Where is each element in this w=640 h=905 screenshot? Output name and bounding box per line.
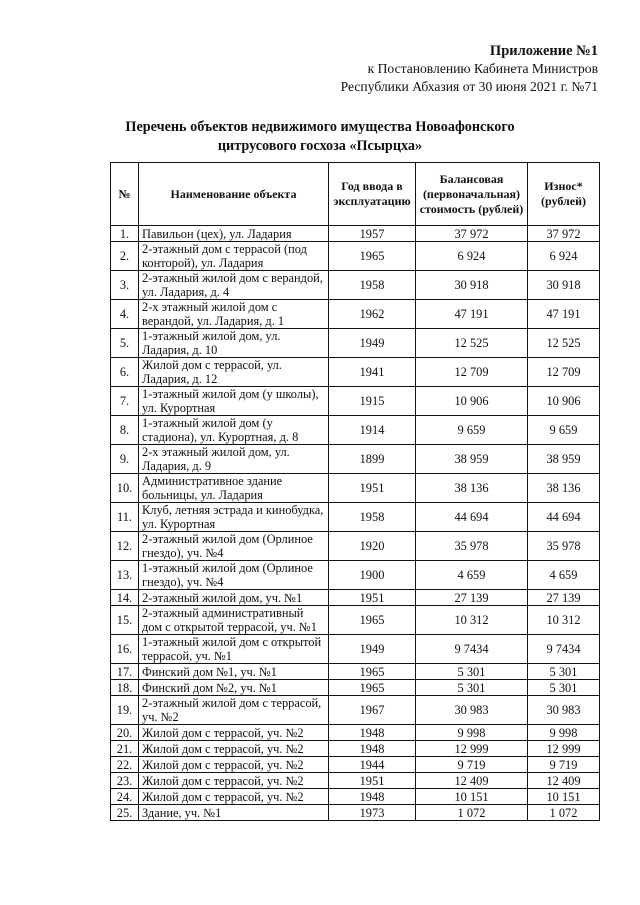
cell-wear: 9 998 xyxy=(528,725,600,741)
cell-cost: 37 972 xyxy=(416,226,528,242)
cell-year: 1900 xyxy=(329,561,416,590)
cell-wear: 12 709 xyxy=(528,358,600,387)
table-row xyxy=(111,242,600,271)
table-row xyxy=(111,561,600,590)
cell-number: 5. xyxy=(111,329,139,358)
cell-name: Жилой дом с террасой, уч. №2 xyxy=(139,741,329,757)
table-row xyxy=(111,474,600,503)
cell-wear: 10 906 xyxy=(528,387,600,416)
table-row xyxy=(111,696,600,725)
cell-number: 10. xyxy=(111,474,139,503)
cell-wear: 12 409 xyxy=(528,773,600,789)
cell-name: 2-этажный жилой дом, уч. №1 xyxy=(139,590,329,606)
cell-wear: 12 999 xyxy=(528,741,600,757)
cell-year: 1914 xyxy=(329,416,416,445)
table-body xyxy=(111,226,600,821)
cell-year: 1899 xyxy=(329,445,416,474)
cell-cost: 38 136 xyxy=(416,474,528,503)
cell-cost: 10 312 xyxy=(416,606,528,635)
cell-number: 14. xyxy=(111,590,139,606)
cell-cost: 1 072 xyxy=(416,805,528,821)
cell-year: 1962 xyxy=(329,300,416,329)
cell-year: 1967 xyxy=(329,696,416,725)
table-row xyxy=(111,606,600,635)
table-row xyxy=(111,590,600,606)
cell-name: 2-этажный административный дом с открытой террасой, уч. №1 xyxy=(139,606,329,635)
cell-cost: 12 709 xyxy=(416,358,528,387)
cell-number: 25. xyxy=(111,805,139,821)
cell-year: 1951 xyxy=(329,590,416,606)
cell-wear: 5 301 xyxy=(528,680,600,696)
cell-cost: 9 998 xyxy=(416,725,528,741)
cell-wear: 6 924 xyxy=(528,242,600,271)
cell-year: 1948 xyxy=(329,725,416,741)
cell-wear: 1 072 xyxy=(528,805,600,821)
cell-cost: 5 301 xyxy=(416,680,528,696)
cell-name: 2-этажный дом с террасой (под конторой), ул. Ладария xyxy=(139,242,329,271)
cell-year: 1949 xyxy=(329,635,416,664)
cell-year: 1958 xyxy=(329,271,416,300)
table-row xyxy=(111,757,600,773)
cell-name: Жилой дом с террасой, уч. №2 xyxy=(139,789,329,805)
cell-name: 2-х этажный жилой дом, ул. Ладария, д. 9 xyxy=(139,445,329,474)
cell-year: 1920 xyxy=(329,532,416,561)
cell-cost: 5 301 xyxy=(416,664,528,680)
cell-cost: 9 719 xyxy=(416,757,528,773)
document-title-line-2: цитрусового госхоза «Псырцха» xyxy=(217,138,423,154)
column-header-wear: Износ* (рублей) xyxy=(528,163,600,226)
cell-number: 1. xyxy=(111,226,139,242)
cell-wear: 9 719 xyxy=(528,757,600,773)
cell-number: 9. xyxy=(111,445,139,474)
cell-name: 1-этажный жилой дом (у стадиона), ул. Курортная, д. 8 xyxy=(139,416,329,445)
cell-wear: 38 136 xyxy=(528,474,600,503)
cell-name: 1-этажный жилой дом с открытой террасой, уч. №1 xyxy=(139,635,329,664)
cell-name: 1-этажный жилой дом, ул. Ладария, д. 10 xyxy=(139,329,329,358)
cell-year: 1948 xyxy=(329,741,416,757)
column-header-year: Год ввода в эксплуатацию xyxy=(329,163,416,226)
cell-wear: 35 978 xyxy=(528,532,600,561)
cell-name: Жилой дом с террасой, уч. №2 xyxy=(139,757,329,773)
table-row xyxy=(111,805,600,821)
table-row xyxy=(111,416,600,445)
cell-cost: 27 139 xyxy=(416,590,528,606)
appendix-line-2: к Постановлению Кабинета Министров xyxy=(367,61,598,76)
cell-year: 1973 xyxy=(329,805,416,821)
cell-number: 2. xyxy=(111,242,139,271)
table-row xyxy=(111,358,600,387)
cell-cost: 38 959 xyxy=(416,445,528,474)
cell-number: 7. xyxy=(111,387,139,416)
cell-name: Финский дом №2, уч. №1 xyxy=(139,680,329,696)
table-row xyxy=(111,387,600,416)
cell-cost: 9 7434 xyxy=(416,635,528,664)
cell-number: 11. xyxy=(111,503,139,532)
cell-number: 4. xyxy=(111,300,139,329)
cell-number: 20. xyxy=(111,725,139,741)
table-row xyxy=(111,226,600,242)
document-title xyxy=(0,118,640,156)
column-header-name: Наименование объекта xyxy=(139,163,329,226)
appendix-header xyxy=(341,42,598,96)
cell-year: 1965 xyxy=(329,664,416,680)
cell-year: 1958 xyxy=(329,503,416,532)
cell-wear: 10 312 xyxy=(528,606,600,635)
cell-year: 1957 xyxy=(329,226,416,242)
cell-wear: 30 918 xyxy=(528,271,600,300)
table-row xyxy=(111,741,600,757)
cell-wear: 47 191 xyxy=(528,300,600,329)
cell-wear: 9 7434 xyxy=(528,635,600,664)
cell-name: 1-этажный жилой дом (у школы), ул. Курортная xyxy=(139,387,329,416)
table-row xyxy=(111,664,600,680)
column-header-number: № xyxy=(111,163,139,226)
cell-wear: 44 694 xyxy=(528,503,600,532)
cell-cost: 12 525 xyxy=(416,329,528,358)
cell-number: 18. xyxy=(111,680,139,696)
cell-number: 24. xyxy=(111,789,139,805)
cell-name: Жилой дом с террасой, уч. №2 xyxy=(139,773,329,789)
cell-cost: 12 999 xyxy=(416,741,528,757)
cell-number: 16. xyxy=(111,635,139,664)
column-header-cost: Балансовая (первоначальная) стоимость (рублей) xyxy=(416,163,528,226)
cell-number: 23. xyxy=(111,773,139,789)
cell-wear: 9 659 xyxy=(528,416,600,445)
cell-wear: 27 139 xyxy=(528,590,600,606)
cell-cost: 44 694 xyxy=(416,503,528,532)
cell-name: 2-х этажный жилой дом с верандой, ул. Ладария, д. 1 xyxy=(139,300,329,329)
cell-number: 22. xyxy=(111,757,139,773)
table-row xyxy=(111,635,600,664)
cell-name: Жилой дом с террасой, уч. №2 xyxy=(139,725,329,741)
cell-wear: 10 151 xyxy=(528,789,600,805)
cell-name: 2-этажный жилой дом (Орлиное гнездо), уч. №4 xyxy=(139,532,329,561)
table-row xyxy=(111,445,600,474)
cell-name: Финский дом №1, уч. №1 xyxy=(139,664,329,680)
cell-number: 13. xyxy=(111,561,139,590)
cell-number: 6. xyxy=(111,358,139,387)
cell-cost: 6 924 xyxy=(416,242,528,271)
cell-name: Здание, уч. №1 xyxy=(139,805,329,821)
cell-cost: 35 978 xyxy=(416,532,528,561)
cell-wear: 12 525 xyxy=(528,329,600,358)
table-row xyxy=(111,329,600,358)
cell-cost: 12 409 xyxy=(416,773,528,789)
table-row xyxy=(111,789,600,805)
table-row xyxy=(111,271,600,300)
cell-cost: 10 151 xyxy=(416,789,528,805)
cell-name: Клуб, летняя эстрада и кинобудка, ул. Курортная xyxy=(139,503,329,532)
cell-name: 2-этажный жилой дом с верандой, ул. Ладария, д. 4 xyxy=(139,271,329,300)
appendix-title: Приложение №1 xyxy=(489,43,598,59)
cell-cost: 30 918 xyxy=(416,271,528,300)
cell-year: 1944 xyxy=(329,757,416,773)
cell-number: 3. xyxy=(111,271,139,300)
cell-year: 1951 xyxy=(329,474,416,503)
cell-cost: 4 659 xyxy=(416,561,528,590)
cell-cost: 10 906 xyxy=(416,387,528,416)
table-row xyxy=(111,725,600,741)
cell-wear: 37 972 xyxy=(528,226,600,242)
cell-cost: 47 191 xyxy=(416,300,528,329)
cell-cost: 30 983 xyxy=(416,696,528,725)
document-title-line-1: Перечень объектов недвижимого имущества Новоафонского xyxy=(125,119,515,135)
cell-year: 1941 xyxy=(329,358,416,387)
cell-cost: 9 659 xyxy=(416,416,528,445)
cell-year: 1949 xyxy=(329,329,416,358)
cell-wear: 5 301 xyxy=(528,664,600,680)
cell-name: 1-этажный жилой дом (Орлиное гнездо), уч. №4 xyxy=(139,561,329,590)
cell-wear: 38 959 xyxy=(528,445,600,474)
cell-year: 1948 xyxy=(329,789,416,805)
cell-year: 1965 xyxy=(329,680,416,696)
cell-number: 8. xyxy=(111,416,139,445)
cell-number: 19. xyxy=(111,696,139,725)
cell-year: 1951 xyxy=(329,773,416,789)
cell-wear: 30 983 xyxy=(528,696,600,725)
cell-year: 1915 xyxy=(329,387,416,416)
table-row xyxy=(111,532,600,561)
table-row xyxy=(111,680,600,696)
cell-name: Жилой дом с террасой, ул. Ладария, д. 12 xyxy=(139,358,329,387)
table-header-row xyxy=(111,163,600,226)
appendix-line-3: Республики Абхазия от 30 июня 2021 г. №71 xyxy=(340,79,598,94)
table-row xyxy=(111,503,600,532)
property-table xyxy=(110,162,600,821)
cell-year: 1965 xyxy=(329,606,416,635)
cell-name: 2-этажный жилой дом с террасой, уч. №2 xyxy=(139,696,329,725)
cell-number: 12. xyxy=(111,532,139,561)
cell-number: 21. xyxy=(111,741,139,757)
cell-number: 15. xyxy=(111,606,139,635)
cell-year: 1965 xyxy=(329,242,416,271)
cell-name: Административное здание больницы, ул. Ладария xyxy=(139,474,329,503)
table-row xyxy=(111,773,600,789)
table-row xyxy=(111,300,600,329)
cell-wear: 4 659 xyxy=(528,561,600,590)
cell-name: Павильон (цех), ул. Ладария xyxy=(139,226,329,242)
cell-number: 17. xyxy=(111,664,139,680)
